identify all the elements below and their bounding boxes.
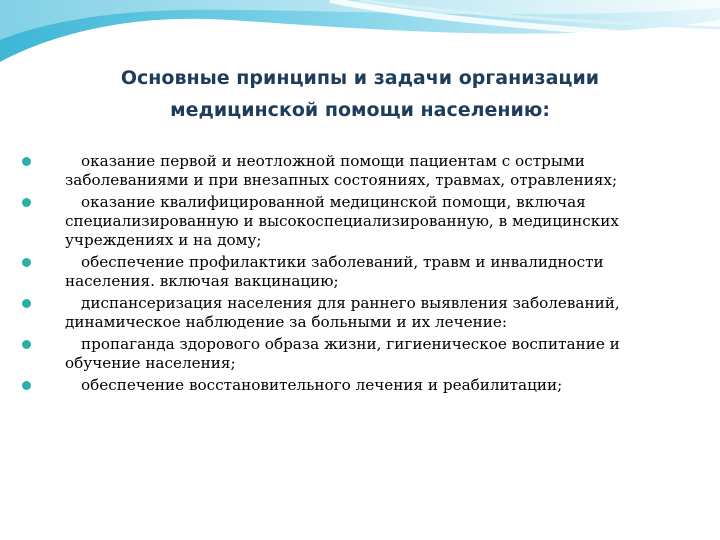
list-item-text: обеспечение профилактики заболеваний, травм и инвалидности населения. включая вакцинацию;: [65, 253, 604, 290]
list-item: [22, 376, 682, 395]
slide-title-line-2: медицинской помощи населению:: [170, 99, 550, 121]
bullet-list: [22, 152, 682, 398]
bullet-dot-icon: [22, 299, 31, 308]
list-item-text: оказание квалифицированной медицинской помощи, включая специализированную и высокоспециализированную, в медицинских учреждениях и на дому;: [65, 193, 619, 249]
top-wave-decoration: [0, 0, 720, 70]
list-item: [22, 152, 682, 190]
list-item-text: диспансеризация населения для раннего выявления заболеваний, динамическое наблюдение за больными и их лечение:: [65, 294, 620, 331]
bullet-dot-icon: [22, 258, 31, 267]
list-item: [22, 335, 682, 373]
bullet-dot-icon: [22, 340, 31, 349]
bullet-dot-icon: [22, 157, 31, 166]
bullet-dot-icon: [22, 381, 31, 390]
slide-title-line-1: Основные принципы и задачи организации: [120, 67, 600, 89]
list-item-text: пропаганда здорового образа жизни, гигиеническое воспитание и обучение населения;: [65, 335, 620, 372]
list-item: [22, 253, 682, 291]
list-item-text: оказание первой и неотложной помощи пациентам с острыми заболеваниями и при внезапных состояниях, травмах, отравлениях;: [65, 152, 618, 189]
list-item: [22, 294, 682, 332]
bullet-dot-icon: [22, 198, 31, 207]
slide-title: [60, 62, 660, 126]
list-item-text: обеспечение восстановительного лечения и реабилитации;: [81, 376, 563, 394]
list-item: [22, 193, 682, 250]
